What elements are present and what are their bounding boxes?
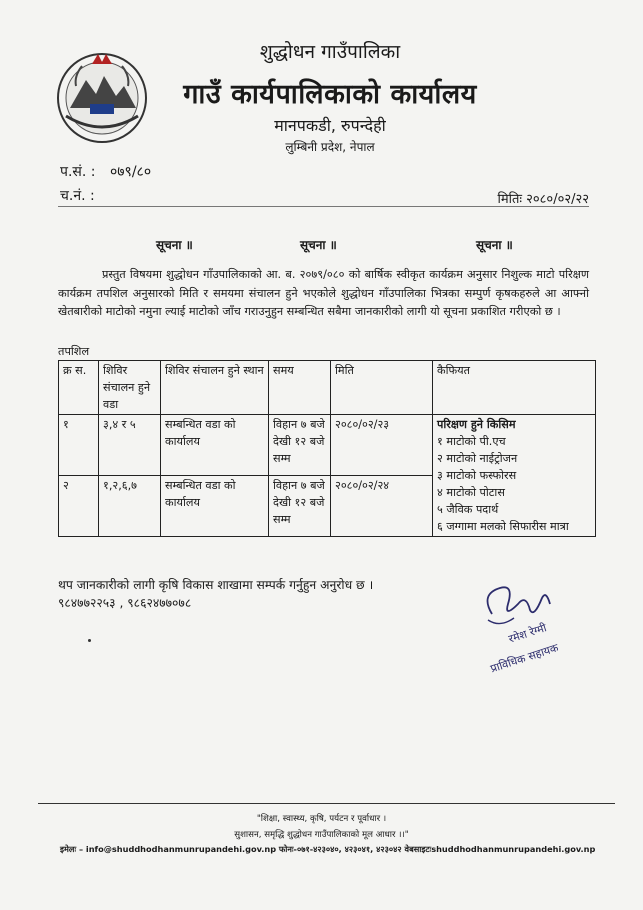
cell-date: २०८०/०२/२४ [331, 476, 433, 537]
ref-number-label: प.सं. : [60, 164, 96, 180]
contact-note [58, 576, 373, 612]
notice-heading-2: सूचना ॥ [300, 238, 337, 252]
date-label: मितिः [497, 192, 523, 207]
table-row [59, 415, 596, 476]
remark-item: २ माटोको नाईट्रोजन [437, 452, 518, 465]
date-row [497, 189, 589, 207]
cell-remarks [433, 415, 596, 537]
stray-mark [88, 639, 91, 642]
col-header-time: समय [269, 361, 331, 415]
contact-phones: ९८४७७२२५३ , ९८६२४७७०७८ [58, 596, 192, 610]
contact-request: थप जानकारीको लागी कृषि विकास शाखामा सम्पर्क गर्नुहुन अनुरोध छ । [58, 578, 374, 592]
date-value: २०८०/०२/२२ [526, 192, 589, 207]
cell-sn: १ [59, 415, 99, 476]
table-header-row [59, 361, 596, 415]
office-address: मानपकडी, रुपन्देही [274, 116, 386, 135]
cell-ward: ३,४ र ५ [99, 415, 161, 476]
signatory-name: रमेश रेग्मी [506, 621, 549, 646]
municipality-emblem-icon [52, 46, 152, 146]
col-header-venue: शिविर संचालन हुने स्थान [161, 361, 269, 415]
cell-sn: २ [59, 476, 99, 537]
cell-venue: सम्बन्धित वडा को कार्यालय [161, 476, 269, 537]
remark-item: ६ जग्गामा मलको सिफारीस मात्रा [437, 520, 569, 533]
remark-item: ५ जैविक पदार्थ [437, 503, 499, 516]
remark-item: ४ माटोको पोटास [437, 486, 505, 499]
remark-item: ३ माटोको फस्फोरस [437, 469, 517, 482]
schedule-caption: तपशिल [58, 345, 90, 358]
office-province: लुम्बिनी प्रदेश, नेपाल [285, 140, 375, 154]
dispatch-number-label: च.नं. : [60, 188, 95, 204]
remark-item: १ माटोको पी.एच [437, 435, 506, 448]
ref-number-value: ०७९/८० [110, 164, 152, 180]
municipality-name: शुद्धोधन गाउँपालिका [259, 41, 401, 63]
footer-divider [38, 803, 615, 804]
notice-heading-1: सूचना ॥ [156, 238, 193, 252]
schedule-table [58, 360, 596, 537]
notice-heading-3: सूचना ॥ [476, 238, 513, 252]
col-header-remarks: कैफियत [433, 361, 596, 415]
cell-time: विहान ७ बजे देखी १२ बजे सम्म [269, 476, 331, 537]
cell-ward: १,२,६,७ [99, 476, 161, 537]
footer-contact-line: इमेलः – info@shuddhodhanmunrupandehi.gov.np फोनः-०७१-४२३०४०, ४२३०४१, ४२३०४२ वेबसाइटःshuddhodhanmunrupandehi.gov.np [60, 844, 596, 854]
notice-paragraph: प्रस्तुत विषयमा शुद्धोधन गाँउपालिकाको आ. ब. २०७९/०८० को बार्षिक स्वीकृत कार्यक्रम अनुसार निशुल्क माटो परिक्षण कार्यक्रम तपशिल अनुसारको मिति र समयमा संचालन हुने भएकोले शुद्धोधन गाँउपालिका भित्रका सम्पुर्ण कृषकहरुले आ आफ्नो खेतबारीको माटोको नमुना ल्याई माटोको जाँच गराउनुहुन सम्बन्धित सबैमा जानकारीको लागी यो सूचना प्रकाशित गरीएको छ । [58, 268, 589, 318]
header-divider [58, 206, 589, 207]
col-header-date: मिति [331, 361, 433, 415]
footer-slogan-line-1: "शिक्षा, स्वास्थ्य, कृषि, पर्यटन र पूर्वाधार । [256, 814, 387, 824]
office-name: गाउँ कार्यपालिकाको कार्यालय [183, 79, 477, 110]
cell-venue: सम्बन्धित वडा को कार्यालय [161, 415, 269, 476]
col-header-ward: शिविर संचालन हुने वडा [99, 361, 161, 415]
cell-date: २०८०/०२/२३ [331, 415, 433, 476]
signatory-title: प्राविधिक सहायक [488, 641, 560, 676]
footer-slogan-line-2: सुशासन, समृद्धि शुद्धोधन गाउँपालिकाको मूल आधार ।।" [234, 830, 409, 840]
remarks-title: परिक्षण हुने किसिम [437, 418, 516, 431]
col-header-sn: क्र स. [59, 361, 99, 415]
cell-time: विहान ७ बजे देखी १२ बजे सम्म [269, 415, 331, 476]
